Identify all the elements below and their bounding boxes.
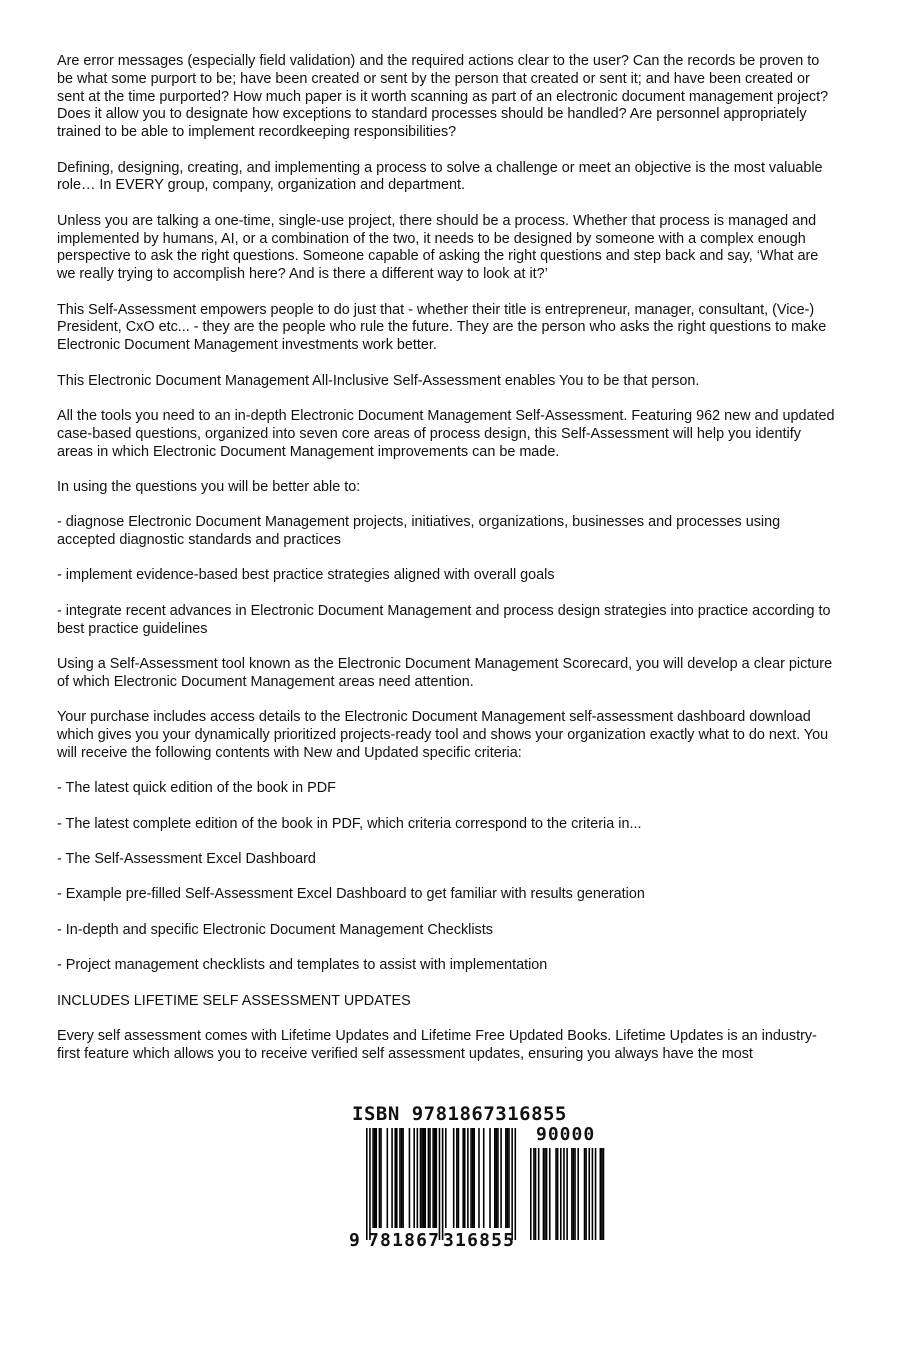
barcode-bar bbox=[603, 1148, 605, 1240]
barcode-bar bbox=[483, 1128, 485, 1228]
barcode-bar bbox=[494, 1128, 496, 1228]
barcode-bar bbox=[538, 1148, 540, 1240]
barcode-bar bbox=[456, 1128, 458, 1228]
bullet-diagnose: - diagnose Electronic Document Management projects, initiatives, organizations, businesses and processes using accepted diagnostic standards and practices bbox=[57, 514, 781, 549]
barcode-bar bbox=[511, 1128, 513, 1240]
barcode-bar bbox=[577, 1148, 579, 1240]
barcode-bar bbox=[473, 1128, 475, 1228]
barcode-bar bbox=[507, 1128, 509, 1228]
barcode-bar bbox=[496, 1128, 498, 1228]
barcode-bar bbox=[366, 1128, 368, 1240]
barcode-digit-prefix: 9 bbox=[349, 1230, 360, 1251]
barcode-bar bbox=[420, 1128, 422, 1228]
bullet-quick-edition: - The latest quick edition of the book in PDF bbox=[57, 780, 336, 797]
paragraph-6: All the tools you need to an in-depth Electronic Document Management Self-Assessment. Featuring 962 new and updated case-based questions, organized into seven core areas of process design, this Self-Assessment will help you identify areas in which Electronic Document Management improvements can be made. bbox=[57, 407, 835, 460]
barcode-bar bbox=[445, 1128, 447, 1228]
bullet-implement: - implement evidence-based best practice strategies aligned with overall goals bbox=[57, 567, 555, 584]
barcode-bar bbox=[409, 1128, 411, 1228]
paragraph-lifetime: Every self assessment comes with Lifetime Updates and Lifetime Free Updated Books. Lifetime Updates is an industry-first feature which allows you to receive verified self assessment updates, ensuring you always have the most bbox=[57, 1027, 817, 1062]
barcode-bar bbox=[546, 1148, 548, 1240]
paragraph-5: This Electronic Document Management All-Inclusive Self-Assessment enables You to be that person. bbox=[57, 372, 700, 389]
barcode-bar bbox=[500, 1128, 502, 1228]
barcode-bar bbox=[417, 1128, 419, 1228]
barcode-bar bbox=[436, 1128, 438, 1228]
barcode-bar bbox=[543, 1148, 545, 1240]
barcode-bar bbox=[394, 1128, 396, 1228]
paragraph-2: Defining, designing, creating, and implementing a process to solve a challenge or meet an objective is the most valuable role… In EVERY group, company, organization and department. bbox=[57, 159, 823, 194]
barcode-bar bbox=[573, 1148, 575, 1240]
barcode-bar bbox=[470, 1128, 472, 1228]
barcode-bar bbox=[374, 1128, 376, 1228]
barcode-digits-right: 316855 bbox=[443, 1230, 516, 1251]
barcode-bar bbox=[402, 1128, 404, 1228]
barcode-bar bbox=[442, 1128, 444, 1240]
barcode-bar bbox=[544, 1148, 546, 1240]
barcode-bar bbox=[396, 1128, 398, 1228]
barcode-bar bbox=[387, 1128, 389, 1228]
barcode-bar bbox=[434, 1128, 436, 1228]
barcode-bar bbox=[566, 1148, 568, 1240]
barcode-bar bbox=[401, 1128, 403, 1228]
paragraph-7: In using the questions you will be better able to: bbox=[57, 478, 361, 495]
barcode-bar bbox=[478, 1128, 480, 1228]
barcode-bar bbox=[592, 1148, 594, 1240]
barcode-bar bbox=[458, 1128, 460, 1228]
price-code: 90000 bbox=[536, 1124, 596, 1145]
barcode-bar bbox=[379, 1128, 381, 1228]
bullet-checklists: - In-depth and specific Electronic Document Management Checklists bbox=[57, 921, 493, 938]
paragraph-purchase: Your purchase includes access details to the Electronic Document Management self-assessment dashboard download which gives you your dynamically prioritized projects-ready tool and shows your organization exactly what to do next. You will receive the following contents with New and Updated specific criteria: bbox=[57, 709, 829, 761]
barcode-bar bbox=[574, 1148, 576, 1240]
barcode-bar bbox=[557, 1148, 559, 1240]
barcode-bar bbox=[560, 1148, 562, 1240]
paragraph-3: Unless you are talking a one-time, single-use project, there should be a process. Whether that process is managed and implemented by humans, AI, or a combination of the two, it needs to be designed by someone with a complex enough perspective to ask the right questions. Someone capable of asking the right questions and step back and say, ‘What are we really trying to accomplish here? And is there a different way to look at it?’ bbox=[57, 212, 819, 283]
barcode-bar bbox=[399, 1128, 401, 1228]
paragraph-scorecard: Using a Self-Assessment tool known as the Electronic Document Management Scorecard, you will develop a clear picture of which Electronic Document Management areas need attention. bbox=[57, 656, 833, 690]
barcode-bar bbox=[533, 1148, 535, 1240]
barcode-bar bbox=[424, 1128, 426, 1228]
barcode-bar bbox=[421, 1128, 423, 1228]
barcode-bar bbox=[505, 1128, 507, 1228]
barcode-bar bbox=[489, 1128, 491, 1228]
bullet-prefilled-dashboard: - Example pre-filled Self-Assessment Excel Dashboard to get familiar with results generation bbox=[57, 886, 645, 903]
lifetime-updates-heading: INCLUDES LIFETIME SELF ASSESSMENT UPDATES bbox=[57, 992, 411, 1009]
barcode-bar bbox=[467, 1128, 469, 1228]
barcode-bar bbox=[429, 1128, 431, 1228]
barcode-bar bbox=[595, 1148, 597, 1240]
barcode-bar bbox=[549, 1148, 551, 1240]
barcode-bar bbox=[423, 1128, 425, 1228]
description-text bbox=[57, 53, 837, 1081]
barcode-bars bbox=[366, 1128, 604, 1240]
barcode-bar bbox=[515, 1128, 517, 1240]
bullet-integrate: - integrate recent advances in Electronic Document Management and process design strategies into practice according to best practice guidelines bbox=[57, 602, 831, 637]
barcode-bar bbox=[391, 1128, 393, 1228]
barcode-bar bbox=[585, 1148, 587, 1240]
barcode-bar bbox=[380, 1128, 382, 1228]
bullet-excel-dashboard: - The Self-Assessment Excel Dashboard bbox=[57, 851, 316, 868]
bullet-project-checklists: - Project management checklists and templates to assist with implementation bbox=[57, 957, 548, 974]
barcode-bar bbox=[439, 1128, 441, 1240]
barcode-bar bbox=[497, 1128, 499, 1228]
bullet-complete-edition: - The latest complete edition of the book in PDF, which criteria correspond to the criteria in... bbox=[57, 815, 642, 832]
barcode-bar bbox=[372, 1128, 374, 1228]
barcode-bar bbox=[428, 1128, 430, 1228]
barcode-bar bbox=[563, 1148, 565, 1240]
barcode-bar bbox=[472, 1128, 474, 1228]
barcode-bar bbox=[375, 1128, 377, 1228]
barcode-bar bbox=[462, 1128, 464, 1228]
barcode-bar bbox=[413, 1128, 415, 1228]
barcode-bar bbox=[369, 1128, 371, 1240]
barcode-bar bbox=[555, 1148, 557, 1240]
barcode-bar bbox=[453, 1128, 455, 1228]
barcode-bar bbox=[601, 1148, 603, 1240]
isbn-label: ISBN 9781867316855 bbox=[352, 1103, 567, 1125]
paragraph-1: Are error messages (especially field validation) and the required actions clear to the user? Can the records be proven to be what some purport to be; have been created or sent by the person that created or sent it; and have been created or sent at the time purported? How much paper is it worth scanning as part of an electronic document management project? Does it allow you to designate how exceptions to standard processes should be handled? Are personnel appropriately trained to be able to implement recordkeeping responsibilities? bbox=[57, 53, 829, 141]
barcode-bar bbox=[464, 1128, 466, 1228]
barcode-digits-left: 781867 bbox=[368, 1230, 441, 1251]
paragraph-4: This Self-Assessment empowers people to do just that - whether their title is entrepreneur, manager, consultant, (Vice-) President, CxO etc... - they are the people who rule the future. They are the person who asks the right questions to make Electronic Document Management investments work better. bbox=[57, 301, 827, 354]
barcode-bar bbox=[508, 1128, 510, 1228]
barcode-bar bbox=[588, 1148, 590, 1240]
barcode-bar bbox=[432, 1128, 434, 1228]
barcode-bar bbox=[530, 1148, 532, 1240]
barcode-bar bbox=[535, 1148, 537, 1240]
barcode-bar bbox=[600, 1148, 602, 1240]
barcode-bar bbox=[584, 1148, 586, 1240]
barcode-bar bbox=[571, 1148, 573, 1240]
